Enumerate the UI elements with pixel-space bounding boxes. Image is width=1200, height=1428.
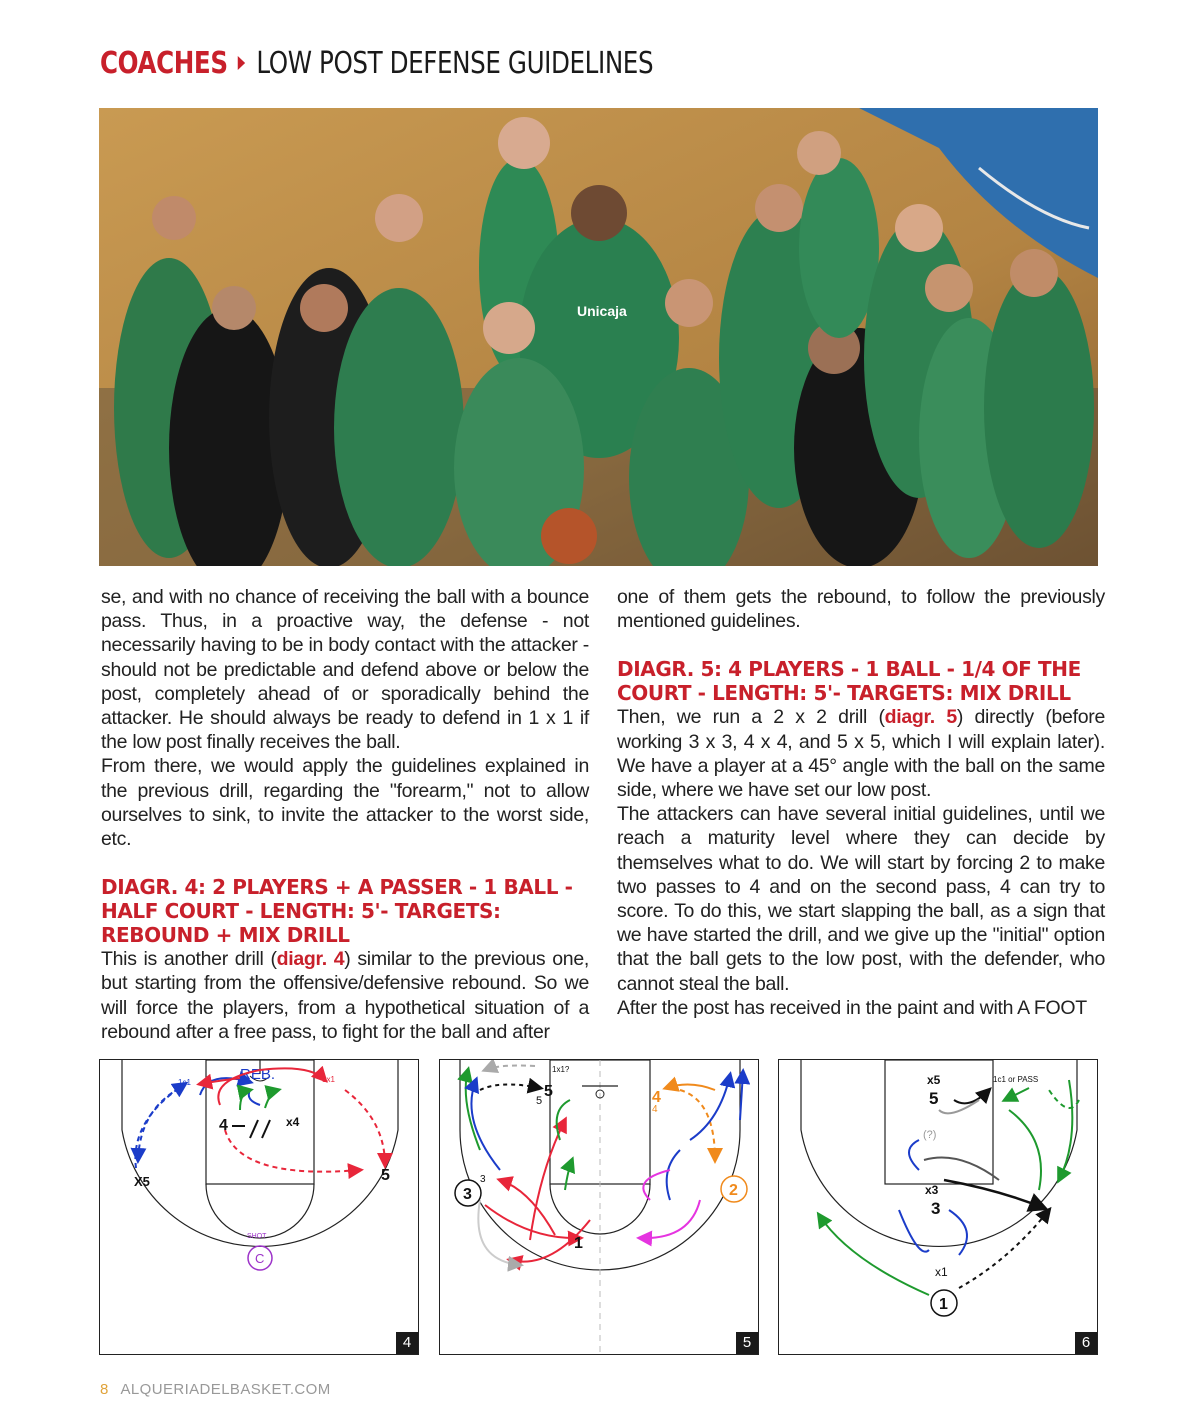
player-5: 5 [381, 1167, 390, 1184]
player-3: 3 [931, 1199, 941, 1218]
player-4: 4 [652, 1089, 661, 1106]
defender-x5: X5 [134, 1174, 150, 1189]
player-3: 3 [463, 1186, 472, 1203]
paragraph: Then, we run a 2 x 2 drill (diagr. 5) directly (before working 3 x 3, 4 x 4, and 5 x 5, which I will explain later). We have a player at a 45° angle with the ball on the same side, where we have set our low post. [617, 706, 1106, 802]
diagram-6 [778, 1059, 1098, 1355]
diagram-reference: diagr. 5 [884, 706, 957, 729]
diagram-4 [99, 1059, 419, 1355]
page-header [100, 40, 653, 86]
paragraph: From there, we would apply the guidelines explained in the previous drill, regarding the "forearm," not to allow ourselves to sink, to invite the attacker to the worst side, etc. [101, 755, 589, 851]
website-link[interactable]: ALQUERIADELBASKET.COM [120, 1381, 331, 1398]
diagram-number: 6 [1075, 1332, 1097, 1354]
defender-x5: x5 [927, 1073, 941, 1087]
defender-x1: x1 [935, 1265, 948, 1279]
question-label: (?) [923, 1129, 937, 1141]
option-label: 1c1 or PASS [993, 1075, 1039, 1084]
diagram-5-heading: DIAGR. 5: 4 PLAYERS - 1 BALL - 1/4 OF THE COURT - LENGTH: 5'- TARGETS: MIX DRILL [617, 657, 1081, 706]
diagram-reference: diagr. 4 [276, 948, 345, 971]
one-x-one-label: 1x1 [322, 1075, 335, 1084]
one-c-one-label: 1c1 [178, 1078, 191, 1087]
team-huddle-photo [99, 108, 1098, 566]
diagram-5 [439, 1059, 759, 1355]
paragraph: se, and with no chance of receiving the ball with a bounce pass. Thus, in a proactive way, the defense - not necessarily having to be in body contact with the attacker - should not be predictable and defend above or below the post, completely ahead of or sporadically behind the attacker. He should always be ready to defend in 1 x 1 if the low post finally receives the ball. [101, 586, 589, 754]
defender-4: 4 [652, 1104, 658, 1115]
paragraph: one of them gets the rebound, to follow the previously mentioned guidelines. [617, 586, 1105, 633]
paragraph: This is another drill (diagr. 4) similar to the previous one, but starting from the offensive/defensive rebound. So we will force the players, from a hypothetical situation of a rebound after a free pass, to fight for the ball and after [101, 948, 589, 1043]
caret-right-icon [237, 56, 244, 70]
section-label: COACHES [100, 45, 228, 81]
diagram-4-heading: DIAGR. 4: 2 PLAYERS + A PASSER - 1 BALL - HALF COURT - LENGTH: 5'- TARGETS: REBOUND + MIX DRILL [101, 875, 573, 948]
player-5: 5 [929, 1089, 939, 1108]
player-2: 2 [729, 1182, 738, 1199]
diagram-number: 4 [396, 1332, 418, 1354]
player-5: 5 [544, 1083, 553, 1100]
jersey-text: Unicaja [577, 303, 627, 319]
coach-marker: C [255, 1251, 265, 1266]
page-title: LOW POST DEFENSE GUIDELINES [256, 45, 654, 81]
page-footer [100, 1381, 331, 1398]
page-number: 8 [100, 1381, 109, 1398]
one-x-one-question-label: 1x1? [552, 1065, 570, 1074]
player-4: 4 [219, 1117, 228, 1134]
rebound-label: REB. [240, 1066, 276, 1083]
left-column [101, 585, 589, 1044]
paragraph: After the post has received in the paint and with A FOOT [617, 996, 1087, 1019]
defender-5: 5 [536, 1095, 543, 1107]
right-column [617, 585, 1105, 1020]
defender-3: 3 [480, 1174, 486, 1185]
diagram-number: 5 [736, 1332, 758, 1354]
player-1: 1 [574, 1235, 583, 1252]
paragraph: The attackers can have several initial guidelines, until we reach a maturity level where they can decide by themselves what to do. We will start by forcing 2 to make two passes to 4 and on the second pass, 4 can try to score. To do this, we start slapping the ball, as a sign that we have started the drill, and we give up the "initial" option that the ball gets to the low post, with the defender, who cannot steal the ball. [617, 803, 1105, 995]
player-1: 1 [939, 1296, 948, 1313]
defender-x4: x4 [286, 1115, 300, 1129]
shot-label: SHOT [247, 1233, 267, 1240]
defender-x3: x3 [925, 1183, 939, 1197]
